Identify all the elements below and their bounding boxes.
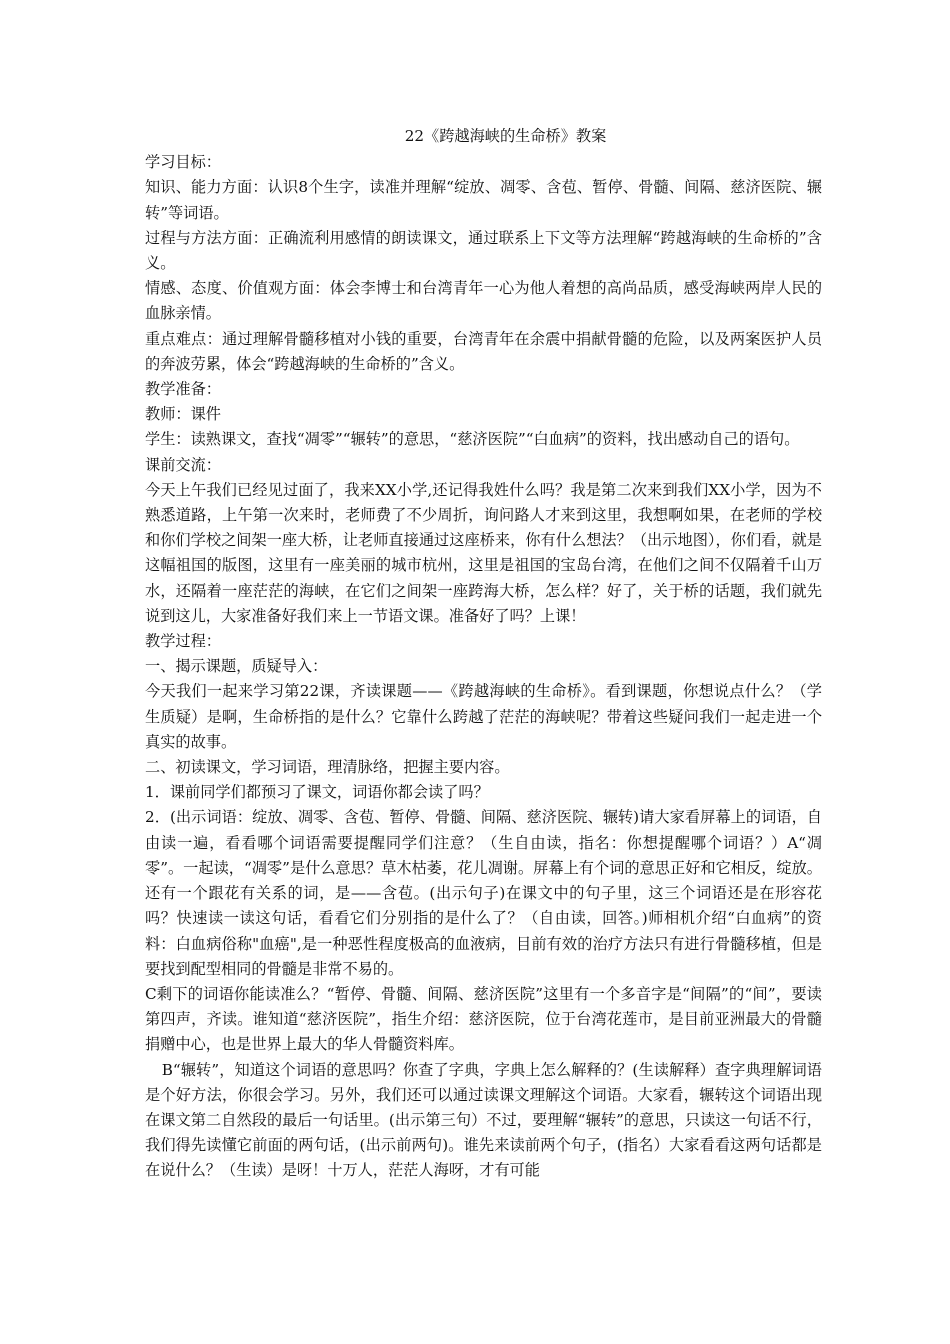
paragraph-pre-class-talk: 今天上午我们已经见过面了，我来XX小学,还记得我姓什么吗？我是第二次来到我们XX小学，因为不熟悉道路，上午第一次来时，老师费了不少周折，询问路人才来到这里，我想啊如果，在老师的学校和你们学校之间架一座大桥，让老师直接通过这座桥来，你有什么想法？（出示地图），你们看，就是这幅祖国的版图，这里有一座美丽的城市杭州，这里是祖国的宝岛台湾，在他们之间不仅隔着千山万水，还隔着一座茫茫的海峡，在它们之间架一座跨海大桥，怎么样？好了，关于桥的话题，我们就先说到这儿，大家准备好我们来上一节语文课。准备好了吗？上课！ xyxy=(145,480,822,625)
heading-preparation: 教学准备： xyxy=(145,380,221,399)
heading-section-one: 一、揭示课题，质疑导入： xyxy=(145,657,328,676)
paragraph-process-goal: 过程与方法方面：正确流利用感情的朗读课文，通过联系上下文等方法理解“跨越海峡的生命桥的”含义。 xyxy=(145,228,822,273)
paragraph-step-c: C剩下的词语你能读准么？“暂停、骨髓、间隔、慈济医院”这里有一个多音字是“间隔”的“间”，要读第四声，齐读。谁知道“慈济医院”，指生介绍：慈济医院，位于台湾花莲市，是目前亚洲最大的骨髓捐赠中心，也是世界上最大的华人骨髓资料库。 xyxy=(145,984,822,1054)
heading-pre-class: 课前交流： xyxy=(145,455,221,474)
paragraph-step-one: 1．课前同学们都预习了课文，词语你都会读了吗？ xyxy=(145,783,489,802)
paragraph-knowledge-goal: 知识、能力方面：认识8个生字，读准并理解“绽放、凋零、含苞、暂停、骨髓、间隔、慈济医院、辗转”等词语。 xyxy=(145,178,822,222)
paragraph-step-two: 2．(出示词语：绽放、凋零、含苞、暂停、骨髓、间隔、慈济医院、辗转)请大家看屏幕上的词语，自由读一遍，看看哪个词语需要提醒同学们注意？（生自由读，指名：你想提醒哪个词语？）A“凋零”。一起读，“凋零”是什么意思？草木枯萎，花儿凋谢。屏幕上有个词的意思正好和它相反，绽放。还有一个跟花有关系的词，是——含苞。(出示句子)在课文中的句子里，这三个词语还是在形容花吗？快速读一读这句话，看看它们分别指的是什么了？（自由读，回答。)师相机介绍“白血病”的资料：白血病俗称"血癌",是一种恶性程度极高的血液病，目前有效的治疗方法只有进行骨髓移植，但是要找到配型相同的骨髓是非常不易的。 xyxy=(145,808,822,978)
heading-section-two: 二、初读课文，学习词语，理清脉络，把握主要内容。 xyxy=(145,758,510,777)
document-title: 22《跨越海峡的生命桥》教案 xyxy=(404,127,607,145)
paragraph-teacher-prep: 教师：课件 xyxy=(145,405,221,424)
heading-teaching-process: 教学过程： xyxy=(145,632,221,651)
heading-learning-goals: 学习目标： xyxy=(145,153,221,172)
document-body xyxy=(145,150,822,1183)
paragraph-student-prep: 学生：读熟课文，查找“凋零”“辗转”的意思，“慈济医院”“白血病”的资料，找出感动自己的语句。 xyxy=(145,430,800,449)
paragraph-section-one: 今天我们一起来学习第22课，齐读课题——《跨越海峡的生命桥》。看到课题，你想说点什么？（学生质疑）是啊，生命桥指的是什么？它靠什么跨越了茫茫的海峡呢？带着这些疑问我们一起走进一个真实的故事。 xyxy=(145,682,822,751)
paragraph-emotion-goal: 情感、态度、价值观方面：体会李博士和台湾青年一心为他人着想的高尚品质，感受海峡两岸人民的血脉亲情。 xyxy=(145,279,822,323)
paragraph-key-points: 重点难点：通过理解骨髓移植对小钱的重要，台湾青年在余震中捐献骨髓的危险，以及两案医护人员的奔波劳累，体会“跨越海峡的生命桥的”含义。 xyxy=(145,329,822,373)
paragraph-step-b: B“辗转”，知道这个词语的意思吗？你查了字典，字典上怎么解释的？(生读解释）查字典理解词语是个好方法，你很会学习。另外，我们还可以通过读课文理解这个词语。大家看，辗转这个词语出现在课文第二自然段的最后一句话里。(出示第三句）不过，要理解“辗转”的意思，只读这一句话不行，我们得先读懂它前面的两句话，(出示前两句)。谁先来读前两个句子，(指名）大家看看这两句话都是在说什么？（生读）是呀！十万人，茫茫人海呀，才有可能 xyxy=(145,1060,822,1180)
